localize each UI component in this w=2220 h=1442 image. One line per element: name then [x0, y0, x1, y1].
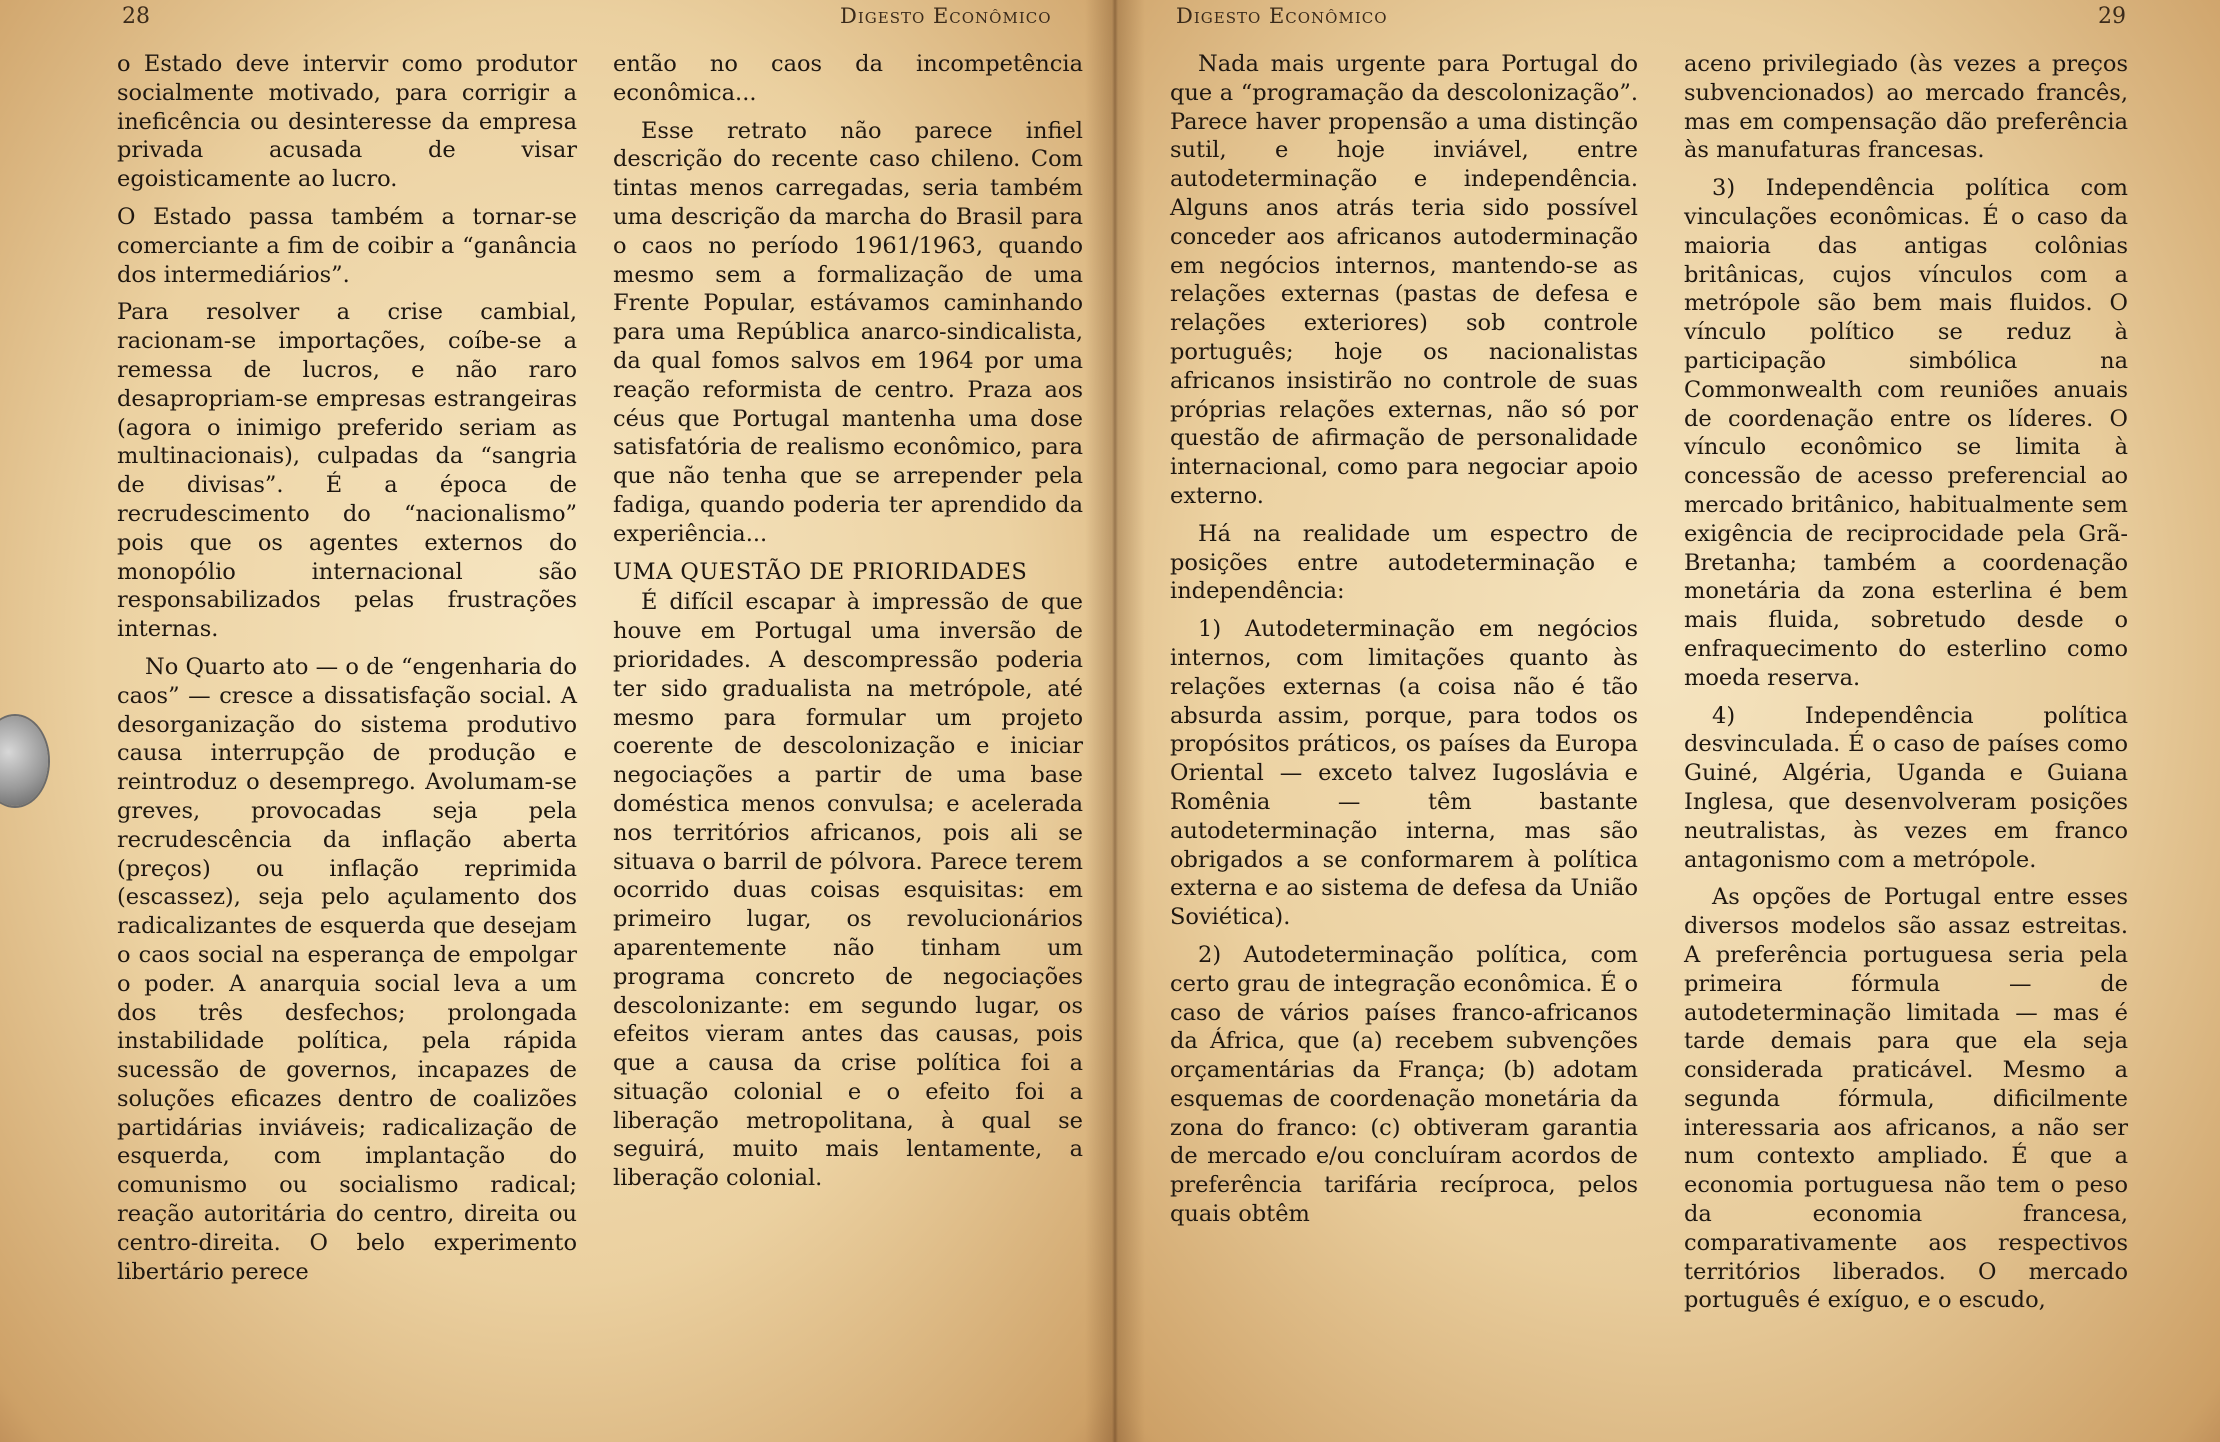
- running-head-right: Digesto Econômico: [1176, 4, 1388, 28]
- paragraph: Nada mais urgente para Portugal do que a “programação da descolonização”. Parece haver propensão a uma distinção sutil, e hoje inviável, entre autodeterminação e independência. Alguns anos atrás teria sido possível conceder aos africanos autoderminação em negócios internos, mantendo-se as relações externas (pastas de defesa e relações exteriores) sob controle português; hoje os nacionalistas africanos insistirão no controle de suas próprias relações externas, não só por questão de afirmação de personalidade internacional, como para negociar apoio externo.: [1170, 51, 1638, 509]
- paragraph: 3) Independência política com vinculações econômicas. É o caso da maioria das antigas colônias britânicas, cujos vínculos com a metrópole são bem mais fluidos. O vínculo político se reduz à participação simbólica na Commonwealth com reuniões anuais de coordenação entre os líderes. O vínculo econômico se limita à concessão de acesso preferencial ao mercado britânico, habitualmente sem exigência de reciprocidade pela Grã-Bretanha; também a coordenação monetária da zona esterlina é bem mais fluida, sobretudo desde o enfraquecimento do esterlino como moeda reserva.: [1684, 175, 2128, 691]
- paragraph: As opções de Portugal entre esses diversos modelos são assaz estreitas. A preferência portuguesa seria pela primeira fórmula — de autodeterminação limitada — mas é tarde demais para que ela seja considerada praticável. Mesmo a segunda fórmula, dificilmente interessaria aos africanos, a não ser num contexto ampliado. É que a economia portuguesa não tem o peso da economia francesa, comparativamente aos respectivos territórios liberados. O mercado português é exíguo, e o escudo,: [1684, 884, 2128, 1314]
- paragraph: Para resolver a crise cambial, racionam-se importações, coíbe-se a remessa de lucros, e não raro desapropriam-se empresas estrangeiras (agora o inimigo preferido seriam as multinacionais), culpadas da “sangria de divisas”. É a época de recrudescimento do “nacionalismo” pois que os agentes externos do monopólio internacional são responsabilizados pelas frustrações internas.: [117, 299, 577, 643]
- paragraph: aceno privilegiado (às vezes a preços subvencionados) ao mercado francês, mas em compensação dão preferência às manufaturas francesas.: [1684, 51, 2128, 164]
- left-column-1: [117, 50, 577, 1295]
- right-page: [1110, 0, 2220, 1442]
- section-heading: UMA QUESTÃO DE PRIORIDADES: [613, 558, 1028, 585]
- running-head-left: Digesto Econômico: [840, 4, 1052, 28]
- paragraph: Há na realidade um espectro de posições entre autodeterminação e independência:: [1170, 520, 1638, 605]
- left-column-2: [613, 50, 1083, 1202]
- right-column-1: [1170, 50, 1638, 1238]
- paragraph: então no caos da incompetência econômica...: [613, 51, 1083, 106]
- paragraph: 2) Autodeterminação política, com certo grau de integração econômica. É o caso de vários países franco-africanos da África, que (a) recebem subvenções orçamentárias da França; (b) adotam esquemas de coordenação monetária da zona do franco: (c) obtiveram garantia de mercado e/ou concluíram acordos de preferência tarifária recíproca, pelos quais obtêm: [1170, 941, 1638, 1228]
- paragraph: Esse retrato não parece infiel descrição do recente caso chileno. Com tintas menos carregadas, seria também uma descrição da marcha do Brasil para o caos no período 1961/1963, quando mesmo sem a formalização de uma Frente Popular, estávamos caminhando para uma República anarco-sindicalista, da qual fomos salvos em 1964 por uma reação reformista de centro. Praza aos céus que Portugal mantenha uma dose satisfatória de realismo econômico, para que não tenha que se arrepender pela fadiga, quando poderia ter aprendido da experiência...: [613, 117, 1083, 547]
- paragraph: 1) Autodeterminação em negócios internos, com limitações quanto às relações externas (a coisa não é tão absurda assim, porque, para todos os propósitos práticos, os países da Europa Oriental — exceto talvez Iugoslávia e Romênia — têm bastante autodeterminação interna, mas são obrigados a se conformarem à política externa e ao sistema de defesa da União Soviética).: [1170, 616, 1638, 931]
- page-number-left: 28: [122, 4, 150, 29]
- page-number-right: 29: [2098, 4, 2126, 29]
- paragraph: O Estado passa também a tornar-se comerciante a fim de coibir a “ganância dos intermediários”.: [117, 203, 577, 288]
- right-column-2: [1684, 50, 2128, 1324]
- paragraph: o Estado deve intervir como produtor socialmente motivado, para corrigir a ineficência ou desinteresse da empresa privada acusada de visar egoisticamente ao lucro.: [117, 51, 577, 193]
- paragraph: 4) Independência política desvinculada. É o caso de países como Guiné, Algéria, Uganda e Guiana Inglesa, que desenvolveram posições neutralistas, às vezes em franco antagonismo com a metrópole.: [1684, 702, 2128, 873]
- coin-object: [0, 716, 48, 806]
- paragraph: É difícil escapar à impressão de que houve em Portugal uma inversão de prioridades. A descompressão poderia ter sido gradualista na metrópole, até mesmo para formular um projeto coerente de descolonização e iniciar negociações a partir de uma base doméstica menos convulsa; e acelerada nos territórios africanos, pois ali se situava o barril de pólvora. Parece terem ocorrido duas coisas esquisitas: em primeiro lugar, os revolucionários aparentemente não tinham um programa concreto de negociações descolonizante: em segundo lugar, os efeitos vieram antes das causas, pois que a causa da crise política foi a situação colonial e o efeito foi a liberação metropolitana, à qual se seguirá, muito mais lentamente, a liberação colonial.: [613, 589, 1083, 1192]
- book-gutter: [1085, 0, 1145, 1442]
- paragraph: No Quarto ato — o de “engenharia do caos” — cresce a dissatisfação social. A desorganização do sistema produtivo causa interrupção de produção e reintroduz o desemprego. Avolumam-se greves, provocadas seja pela recrudescência da inflação aberta (preços) ou inflação reprimida (escassez), seja pelo açulamento dos radicalizantes de esquerda que desejam o caos social na esperança de empolgar o poder. A anarquia social leva a um dos três desfechos; prolongada instabilidade política, pela rápida sucessão de governos, incapazes de soluções eficazes dentro de coalizões partidárias inviáveis; radicalização de esquerda, com implantação do comunismo ou socialismo radical; reação autoritária do centro, direita ou centro-direita. O belo experimento libertário perece: [117, 653, 577, 1285]
